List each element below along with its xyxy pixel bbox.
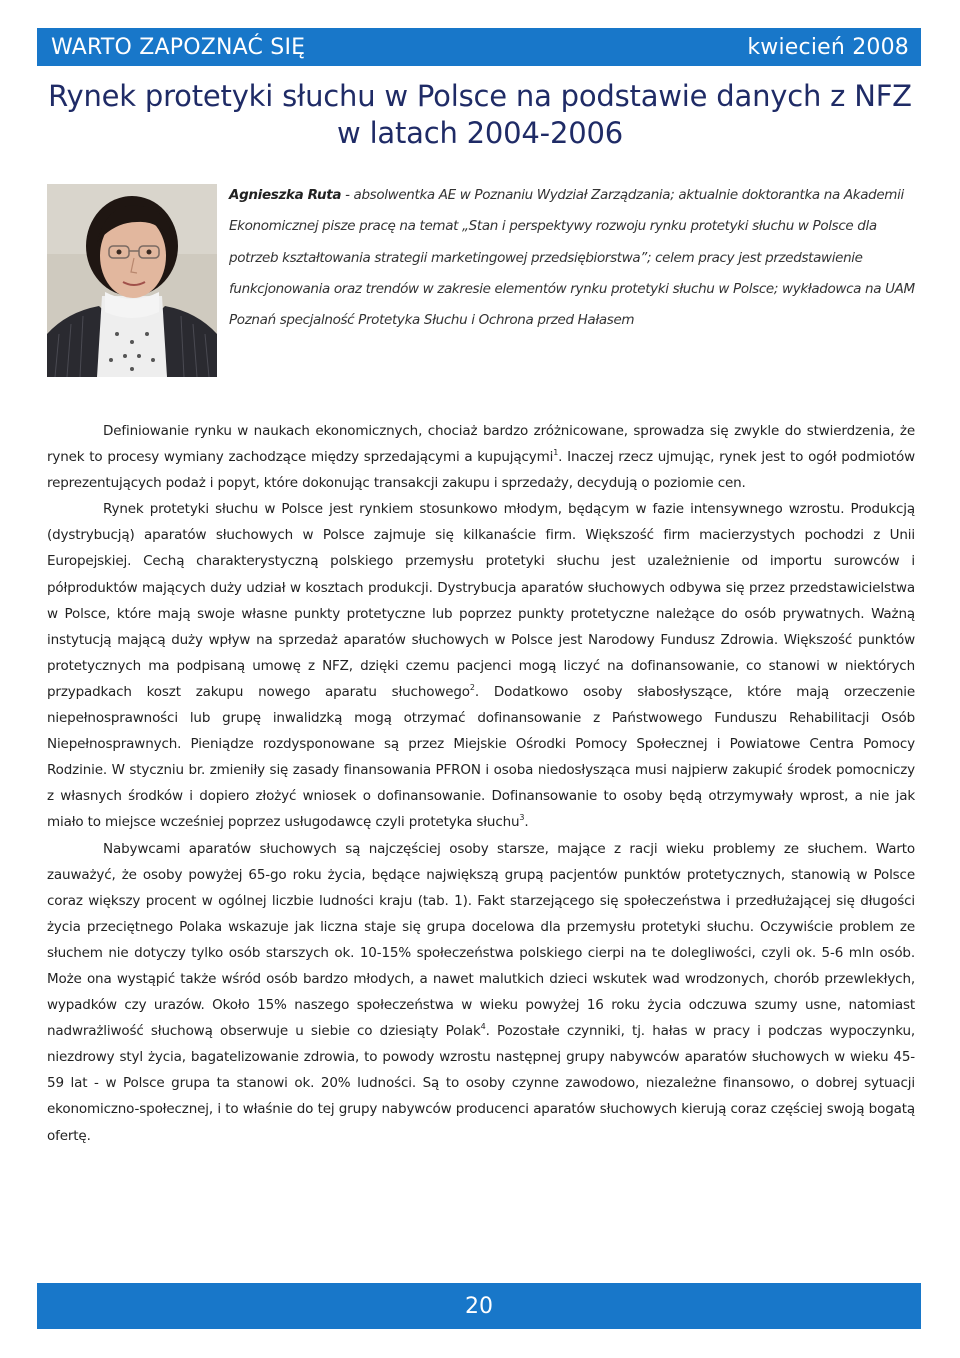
paragraph: [47, 496, 915, 835]
footnote-ref: 1: [553, 448, 559, 458]
author-name: Agnieszka Ruta: [229, 187, 342, 203]
paragraph-text: . Inaczej rzecz ujmując, rynek jest to ogół podmiotów reprezentujących podaż i popyt, które dokonując transakcji zakupu i sprzedaży, decydują o poziomie cen.: [47, 449, 916, 492]
title-line-2: w latach 2004-2006: [337, 116, 623, 150]
paragraph-text: Nabywcami aparatów słuchowych są najczęściej osoby starsze, mające z racji wieku problemy ze słuchem. Warto zauważyć, że osoby powyżej 65-go roku życia, będące największą grupą pacjentów punktów protetycznych, stanowią w Polsce coraz większy procent w ogólnej liczbie ludności kraju (tab. 1). Fakt starzejącego się społeczeństwa i przedłużającej się długości życia przeciętnego Polaka wskazuje jak liczna staje się grupa docelowa dla przemysłu protetyki słuchu. Oczywiście problem ze słuchem nie dotyczy tylko osób starszych ok. 10-15% społeczeństwa polskiego cierpi na te dolegliwości, czyli ok. 5-6 mln osób. Może ona wystąpić także wśród osób bardzo młodych, a nawet malutkich dzieci wskutek wad wrodzonych, chorób przewlekłych, wypadków czy urazów. Około 15% naszego społeczeństwa w wieku powyżej 16 roku życia odczuwa szumy usne, natomiast nadwrażliwość słuchową obserwuje u siebie co dziesiąty Polak: [47, 840, 915, 1040]
article-body: [47, 418, 915, 1149]
article-title: [0, 78, 960, 152]
paragraph-text: .: [524, 814, 529, 831]
author-bio-text: - absolwentka AE w Poznaniu Wydział Zarządzania; aktualnie doktorantka na Akademii Ekonomicznej pisze pracę na temat „Stan i perspektywy rozwoju rynku protetyki słuchu w Polsce dla potrzeb kształtowania strategii marketingowej przedsiębiorstwa”; celem pracy jest przedstawienie funkcjonowania oraz trendów w zakresie elementów rynku protetyki słuchu w Polsce; wykładowca na UAM Poznań specjalność Protetyka Słuchu i Ochrona przed Hałasem: [229, 187, 915, 329]
paragraph-text: Definiowanie rynku w naukach ekonomicznych, chociaż bardzo zróżnicowane, sprowadza się zwykle do stwierdzenia, że rynek to procesy wymiany zachodzące między sprzedającymi a kupującymi: [47, 423, 915, 466]
author-photo: [47, 184, 217, 377]
title-line-1: Rynek protetyki słuchu w Polsce na podstawie danych z NFZ: [48, 79, 912, 113]
paragraph-text: . Pozostałe czynniki, tj. hałas w pracy i podczas wypoczynku, niezdrowy styl życia, bagatelizowanie zdrowia, to powody wzrostu następnej grupy nabywców aparatów słuchowych w wieku 45-59 lat - w Polsce grupa ta stanowi ok. 20% ludności. Są to osoby czynne zawodowo, niezależne finansowo, o dobrej sytuacji ekonomiczno-społecznej, i to właśnie do tej grupy nabywców producenci aparatów słuchowych kierują coraz częściej swoją bogatą ofertę.: [47, 1023, 915, 1144]
footnote-ref: 4: [480, 1022, 486, 1032]
footnote-ref: 3: [519, 813, 525, 823]
issue-date: kwiecień 2008: [747, 34, 909, 60]
footer-bar: [37, 1283, 921, 1329]
page-number: 20: [465, 1293, 493, 1319]
paragraph-text: . Dodatkowo osoby słabosłyszące, które mają orzeczenie niepełnosprawności lub grupę inwalidzką mogą otrzymać dofinansowanie z Państwowego Funduszu Rehabilitacji Osób Niepełnosprawnych. Pieniądze rozdysponowane są przez Miejskie Ośrodki Pomocy Społecznej i Powiatowe Centra Pomocy Rodzinie. W styczniu br. zmieniły się zasady finansowania PFRON i osoba niedosłysząca musi najpierw zakupić środek pomocniczy z własnych środków i dopiero złożyć wniosek o dofinansowanie. Dofinansowanie to osoby będą otrzymywały wprost, a nie jak miało to miejsce wcześniej poprzez usługodawcę czyli protetyka słuchu: [47, 683, 915, 831]
header-bar: [37, 28, 921, 66]
section-label: WARTO ZAPOZNAĆ SIĘ: [51, 34, 306, 60]
author-portrait-image: [47, 184, 217, 377]
paragraph-text: Rynek protetyki słuchu w Polsce jest rynkiem stosunkowo młodym, będącym w fazie intensywnego wzrostu. Produkcją (dystrybucją) aparatów słuchowych w Polsce zajmuje się kilkanaście firm. Większość firm macierzystych pochodzi z Unii Europejskiej. Cechą charakterystyczną polskiego przemysłu protetyki słuchu jest uzależnienie od importu surowców i półproduktów mających duży udział w kosztach produkcji. Dystrybucja aparatów słuchowych odbywa się przez przedstawicielstwa w Polsce, które mają swoje własne punkty protetyczne lub poprzez punkty protetyczne należące do osób prywatnych. Ważną instytucją mającą duży wpływ na sprzedaż aparatów słuchowych w Polsce jest Narodowy Fundusz Zdrowia. Większość punktów protetycznych ma podpisaną umowę z NFZ, dzięki czemu pacjenci mogą liczyć na dofinansowanie, co stanowi w niektórych przypadkach koszt zakupu nowego aparatu słuchowego: [47, 501, 915, 700]
paragraph: [47, 418, 915, 496]
footnote-ref: 2: [469, 682, 475, 692]
author-bio: [229, 180, 919, 336]
paragraph: [47, 836, 915, 1149]
